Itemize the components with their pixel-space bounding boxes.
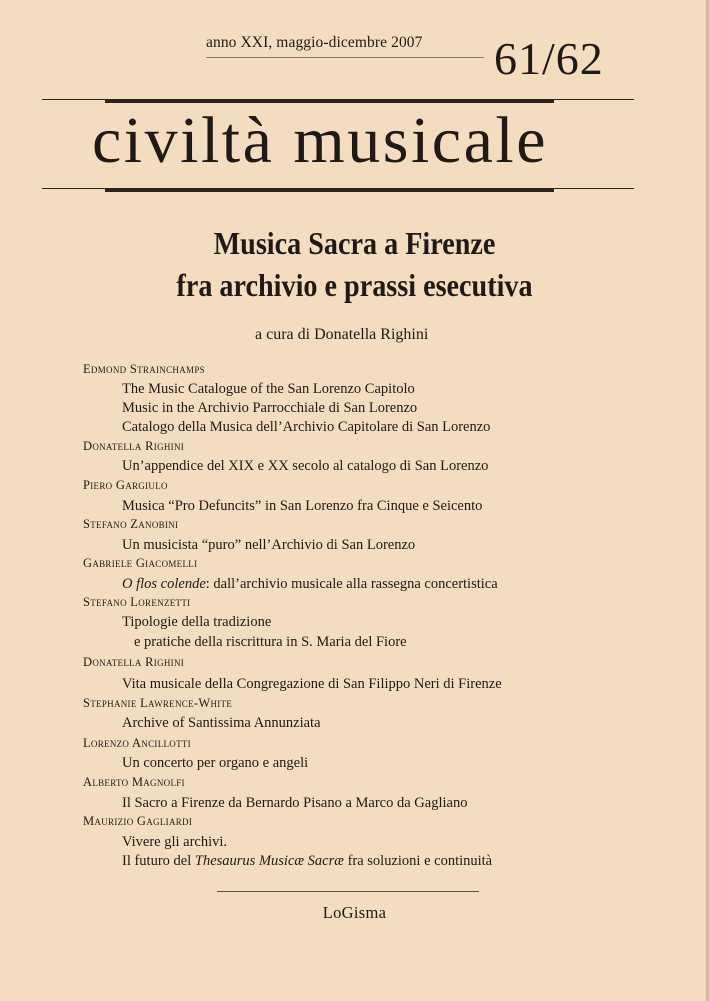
toc-work: Musica “Pro Defuncits” in San Lorenzo fra Cinque e Seicento xyxy=(122,498,483,514)
toc-work: Un musicista “puro” nell’Archivio di San Lorenzo xyxy=(122,537,416,553)
toc-work xyxy=(122,576,498,593)
header-rule xyxy=(206,57,484,58)
toc-work-italic: O flos colende xyxy=(122,576,206,592)
toc-work: Catalogo della Musica dell’Archivio Capitolare di San Lorenzo xyxy=(122,419,491,435)
toc-work: Un’appendice del XIX e XX secolo al catalogo di San Lorenzo xyxy=(122,458,489,474)
toc-author: Piero Gargiulo xyxy=(83,478,168,492)
title-rule-bottom-thick xyxy=(105,189,554,192)
title-rule-top-thick xyxy=(105,100,554,103)
toc-author: Lorenzo Ancillotti xyxy=(83,736,191,750)
toc-author: Stefano Zanobini xyxy=(83,517,179,531)
volume-title xyxy=(78,222,632,306)
toc-work-rest: fra soluzioni e continuità xyxy=(343,853,493,869)
issue-line: anno XXI, maggio-dicembre 2007 xyxy=(206,34,423,51)
journal-title: civiltà musicale xyxy=(92,104,549,177)
toc-author: Alberto Magnolfi xyxy=(83,775,185,789)
toc-work: The Music Catalogue of the San Lorenzo Capitolo xyxy=(122,381,415,397)
toc-author: Stefano Lorenzetti xyxy=(83,595,191,609)
toc-work: Music in the Archivio Parrocchiale di San Lorenzo xyxy=(122,400,418,416)
toc-work-italic: Thesaurus Musicæ Sacræ xyxy=(194,853,344,869)
toc-work: Vivere gli archivi. xyxy=(122,834,228,850)
volume-title-line-2: fra archivio e prassi esecutiva xyxy=(176,267,533,303)
toc-author: Donatella Righini xyxy=(83,655,185,669)
toc-work-pre: Il futuro del xyxy=(122,853,195,869)
issue-number: 61/62 xyxy=(494,33,604,84)
publisher-rule xyxy=(217,891,479,892)
toc-author: Stephanie Lawrence-White xyxy=(83,696,233,710)
toc-work: Un concerto per organo e angeli xyxy=(122,755,309,771)
editor-credit: a cura di Donatella Righini xyxy=(255,326,429,343)
toc-author: Donatella Righini xyxy=(83,439,185,453)
volume-title-line-1: Musica Sacra a Firenze xyxy=(213,225,496,261)
toc-work: Tipologie della tradizione xyxy=(122,614,272,630)
toc-author: Edmond Strainchamps xyxy=(83,362,205,376)
toc-author: Maurizio Gagliardi xyxy=(83,814,193,828)
toc-work: Archive of Santissima Annunziata xyxy=(122,715,321,731)
publisher-name: LoGisma xyxy=(322,903,387,922)
toc-work xyxy=(122,853,492,870)
toc-work: e pratiche della riscrittura in S. Maria del Fiore xyxy=(134,634,407,650)
toc-author: Gabriele Giacomelli xyxy=(83,556,198,570)
toc-work: Il Sacro a Firenze da Bernardo Pisano a Marco da Gagliano xyxy=(122,795,468,811)
toc-work-rest: : dall’archivio musicale alla rassegna concertistica xyxy=(205,576,498,592)
toc-work: Vita musicale della Congregazione di San Filippo Neri di Firenze xyxy=(122,676,502,692)
